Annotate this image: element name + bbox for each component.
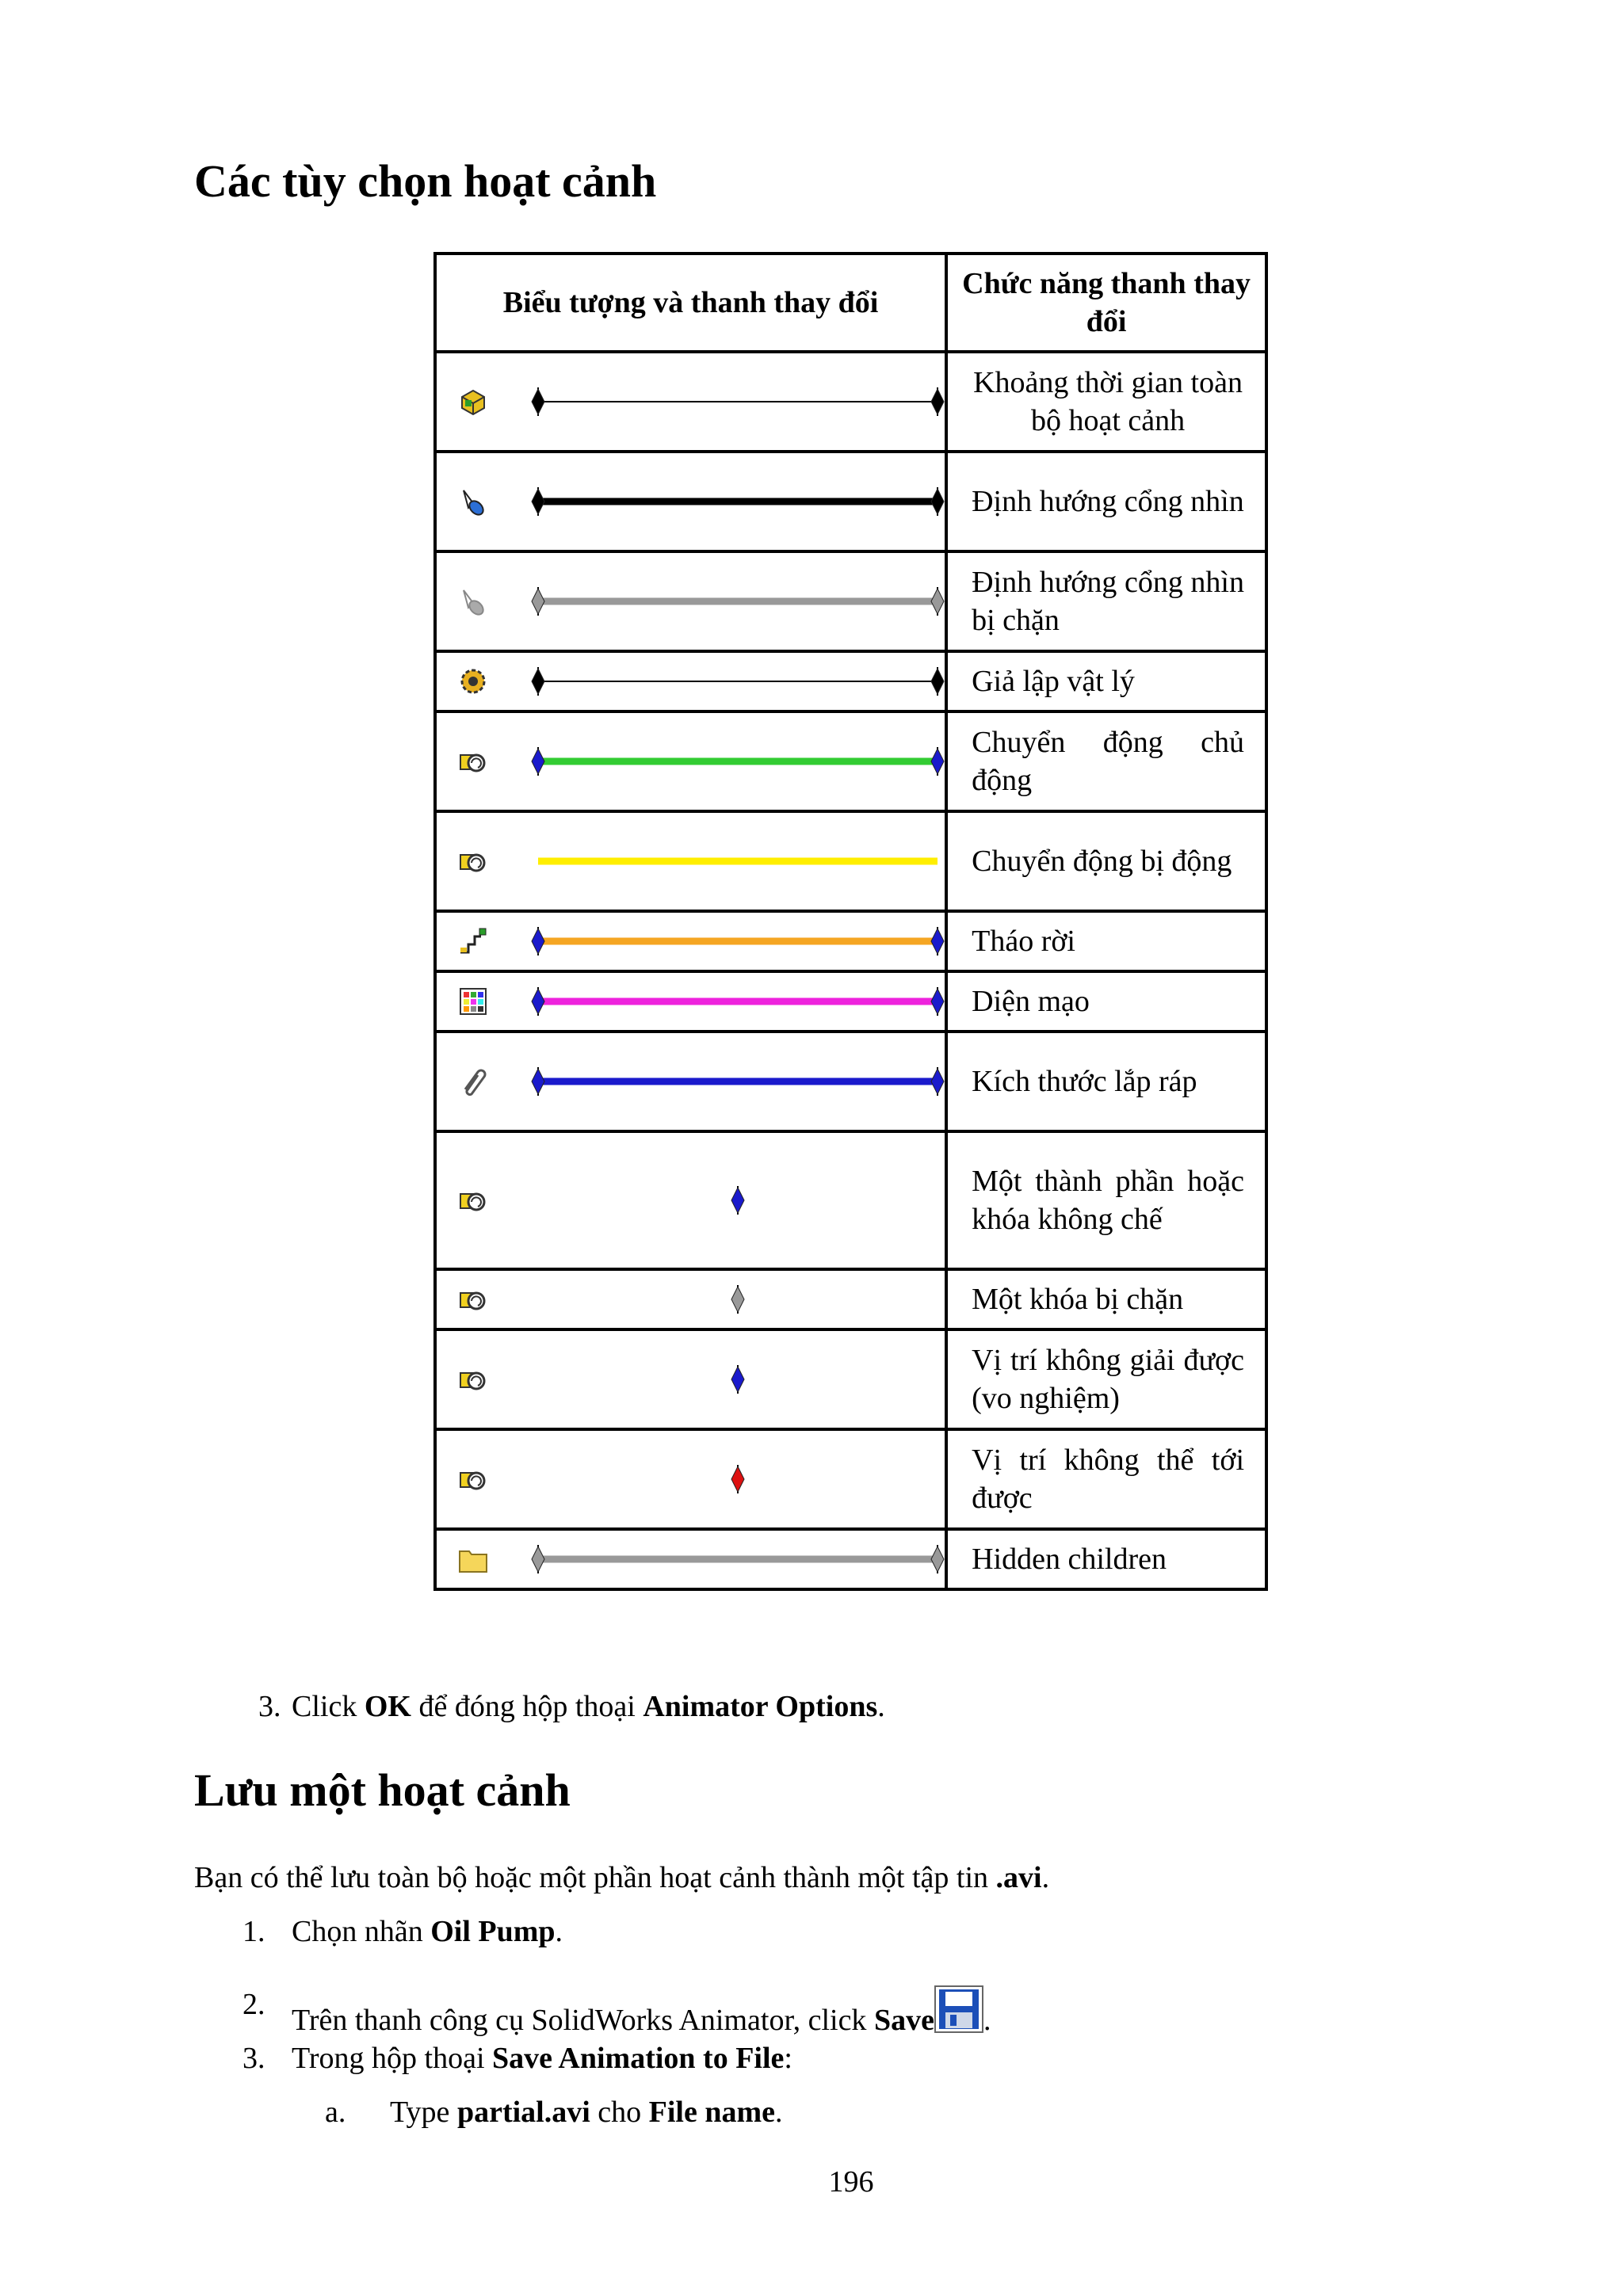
- function-cell: Vị trí không giải được (vo nghiệm): [948, 1331, 1265, 1428]
- step-text: :: [784, 2042, 792, 2075]
- table-row: [437, 1271, 1265, 1328]
- table-row: [437, 1033, 1265, 1130]
- symbol-cell: [437, 1431, 945, 1527]
- symbol-cell: [437, 653, 945, 710]
- component-motion-icon: [457, 845, 489, 877]
- function-cell: Khoảng thời gian toàn bộ hoạt cảnh: [948, 353, 1265, 450]
- component-motion-icon: [457, 1283, 489, 1315]
- step-text: để đóng hộp thoại: [411, 1690, 643, 1723]
- change-bar: [524, 1184, 952, 1216]
- function-cell: Giả lập vật lý: [948, 653, 1265, 710]
- step-text: Click: [292, 1690, 365, 1723]
- step-text: Chọn nhãn: [292, 1915, 431, 1948]
- section-heading-animation-options: Các tùy chọn hoạt cảnh: [194, 155, 657, 207]
- symbol-cell: [437, 913, 945, 970]
- step-text: Trên thanh công cụ SolidWorks Animator, click: [292, 2004, 874, 2037]
- step-text: cho: [590, 2096, 649, 2129]
- table-row: [437, 1331, 1265, 1428]
- mate-dimension-icon: [457, 1066, 489, 1097]
- component-motion-icon: [457, 1363, 489, 1395]
- avi-extension: .avi: [995, 1861, 1042, 1894]
- save-disk-icon: [934, 1985, 983, 2033]
- symbol-cell: [437, 813, 945, 910]
- function-cell: Vị trí không thể tới được: [948, 1431, 1265, 1527]
- table-row: [437, 973, 1265, 1030]
- step-text: .: [877, 1690, 885, 1723]
- step-2-number: 2.: [242, 1988, 265, 2021]
- symbol-cell: [437, 453, 945, 550]
- change-bar: [524, 585, 952, 617]
- symbol-cell: [437, 1531, 945, 1588]
- component-motion-icon: [457, 1184, 489, 1216]
- animation-options-table: [433, 252, 1268, 1591]
- camera-view-disabled-icon: [457, 585, 489, 617]
- table-row: [437, 913, 1265, 970]
- page-number: 196: [828, 2165, 874, 2199]
- header-symbol: Biểu tượng và thanh thay đổi: [437, 255, 945, 350]
- table-header-row: [437, 255, 1265, 350]
- function-cell: Chuyển động chủ động: [948, 713, 1265, 810]
- table-row: [437, 1531, 1265, 1588]
- function-cell: Định hướng cổng nhìn bị chặn: [948, 553, 1265, 650]
- change-bar: [524, 1283, 952, 1315]
- change-bar: [524, 1363, 952, 1395]
- step-1-text: [292, 1913, 563, 1951]
- step-text: Trong hộp thoại: [292, 2042, 493, 2075]
- physics-gear-icon: [457, 666, 489, 697]
- ok-label: OK: [364, 1690, 411, 1723]
- table-row: [437, 553, 1265, 650]
- function-cell: Chuyển động bị động: [948, 813, 1265, 910]
- step-2-text: [292, 1985, 991, 2039]
- change-bar: [524, 486, 952, 517]
- step-3-click-ok: [292, 1688, 885, 1726]
- function-cell: Tháo rời: [948, 913, 1265, 970]
- symbol-cell: [437, 713, 945, 810]
- save-intro-paragraph: [194, 1859, 1049, 1897]
- function-cell: Kích thước lắp ráp: [948, 1033, 1265, 1130]
- header-function: Chức năng thanh thay đổi: [948, 255, 1265, 350]
- appearance-grid-icon: [457, 986, 489, 1017]
- table-row: [437, 813, 1265, 910]
- step-text: .: [555, 1915, 563, 1948]
- component-motion-icon: [457, 1463, 489, 1495]
- file-name-label: File name: [648, 2096, 775, 2129]
- partial-avi-label: partial.avi: [456, 2096, 590, 2129]
- intro-text: .: [1041, 1861, 1050, 1894]
- camera-view-icon: [457, 486, 489, 517]
- change-bar: [524, 1543, 952, 1575]
- table-row: [437, 713, 1265, 810]
- symbol-cell: [437, 1331, 945, 1428]
- table-row: [437, 353, 1265, 450]
- symbol-cell: [437, 973, 945, 1030]
- change-bar: [524, 1066, 952, 1097]
- symbol-cell: [437, 1033, 945, 1130]
- step-1-number: 1.: [242, 1915, 265, 1948]
- change-bar: [524, 1463, 952, 1495]
- table-row: [437, 653, 1265, 710]
- symbol-cell: [437, 353, 945, 450]
- save-label: Save: [873, 2004, 934, 2037]
- animator-options-label: Animator Options: [643, 1690, 878, 1723]
- intro-text: Bạn có thể lưu toàn bộ hoặc một phần hoạt cảnh thành một tập tin: [194, 1861, 996, 1894]
- save-animation-dialog-label: Save Animation to File: [492, 2042, 785, 2075]
- function-cell: Hidden children: [948, 1531, 1265, 1588]
- function-cell: Một khóa bị chặn: [948, 1271, 1265, 1328]
- step-3b-text: [292, 2039, 792, 2077]
- table-row: [437, 453, 1265, 550]
- change-bar: [524, 746, 952, 777]
- symbol-cell: [437, 553, 945, 650]
- function-cell: Định hướng cổng nhìn: [948, 453, 1265, 550]
- substep-a-number: a.: [325, 2096, 346, 2129]
- component-motion-icon: [457, 746, 489, 777]
- step-text: .: [775, 2096, 783, 2129]
- step-text: Type: [390, 2096, 457, 2129]
- assembly-icon: [457, 386, 489, 418]
- step-text: .: [983, 2004, 991, 2037]
- change-bar: [524, 845, 952, 877]
- symbol-cell: [437, 1271, 945, 1328]
- step-3-number: 3.: [258, 1690, 281, 1723]
- function-cell: Diện mạo: [948, 973, 1265, 1030]
- function-cell: Một thành phần hoặc khóa không chế: [948, 1133, 1265, 1268]
- explode-steps-icon: [457, 925, 489, 957]
- section-heading-save-animation: Lưu một hoạt cảnh: [194, 1764, 571, 1816]
- change-bar: [524, 986, 952, 1017]
- step-3b-number: 3.: [242, 2042, 265, 2075]
- table-row: [437, 1431, 1265, 1527]
- change-bar: [524, 925, 952, 957]
- change-bar: [524, 386, 952, 418]
- folder-icon: [457, 1543, 489, 1575]
- symbol-cell: [437, 1133, 945, 1268]
- substep-a-text: [390, 2093, 783, 2131]
- change-bar: [524, 666, 952, 697]
- oil-pump-label: Oil Pump: [430, 1915, 556, 1948]
- table-row: [437, 1133, 1265, 1268]
